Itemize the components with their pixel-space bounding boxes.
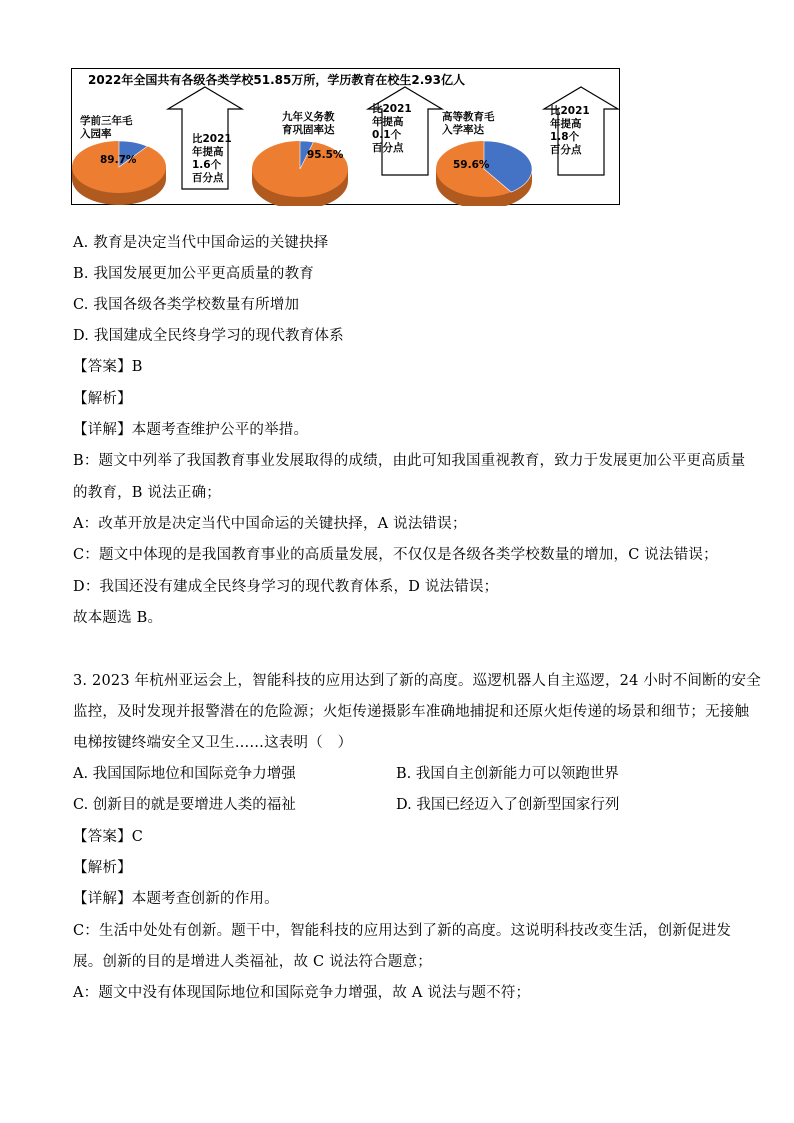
q3-option-a: A. 我国国际地位和国际竞争力增强 (73, 766, 296, 782)
q2-option-a: A. 教育是决定当代中国命运的关键抉择 (73, 235, 329, 251)
q2-option-c: C. 我国各级各类学校数量有所增加 (73, 297, 300, 313)
q3-analysis-heading: 【解析】 (73, 860, 132, 876)
q2-explanation-line: B：题文中列举了我国教育事业发展取得的成绩，由此可知我国重视教育，致力于发展更加公平更高质量 (73, 453, 746, 469)
q3-explanation-line: 展。创新的目的是增进人类福祉，故 C 说法符合题意； (73, 954, 433, 970)
arrow-2-text: 比2021 年提高 0.1个 百分点 (372, 103, 412, 154)
q2-conclusion: 故本题选 B。 (73, 610, 163, 626)
pie-3-label: 高等教育毛 入学率达 (442, 111, 495, 136)
q2-analysis-heading: 【解析】 (73, 391, 132, 407)
arrow-1-text: 比2021 年提高 1.6个 百分点 (192, 133, 232, 184)
q3-explanation-line: A：题文中没有体现国际地位和国际竞争力增强，故 A 说法与题不符； (73, 985, 531, 1001)
pie-2-percent: 95.5% (307, 149, 344, 161)
q3-answer: 【答案】C (73, 829, 144, 845)
q3-stem-line: 电梯按键终端安全又卫生……这表明（ ） (73, 735, 353, 751)
pie-3-percent: 59.6% (453, 159, 490, 171)
q2-option-b: B. 我国发展更加公平更高质量的教育 (73, 266, 314, 282)
q3-stem-line: 监控，及时发现并报警潜在的危险源；火炬传递摄影车准确地捕捉和还原火炬传递的场景和细节；无接触 (73, 704, 750, 720)
q2-explanation-line: C：题文中体现的是我国教育事业的高质量发展，不仅仅是各级各类学校数量的增加，C 说法错误； (73, 547, 718, 563)
q2-option-d: D. 我国建成全民终身学习的现代教育体系 (73, 328, 344, 344)
q3-explanation-line: C：生活中处处有创新。题干中，智能科技的应用达到了新的高度。这说明科技改变生活，创新促进发 (73, 923, 732, 939)
q2-answer: 【答案】B (73, 359, 143, 375)
figure-title: 2022年全国共有各级各类学校51.85万所，学历教育在校生2.93亿人 (88, 73, 465, 87)
q3-stem-line: 3. 2023 年杭州亚运会上，智能科技的应用达到了新的高度。巡逻机器人自主巡逻，24 小时不间断的安全 (73, 673, 761, 689)
arrow-3-text: 比2021 年提高 1.8个 百分点 (550, 105, 590, 156)
q2-explanation-line: A：改革开放是决定当代中国命运的关键抉择，A 说法错误； (73, 516, 467, 532)
pie-2-label: 九年义务教 育巩固率达 (282, 111, 335, 136)
q2-explanation-line: 的教育，B 说法正确； (73, 485, 221, 501)
education-statistics-figure (71, 68, 620, 205)
pie-charts (72, 69, 621, 206)
q2-detail: 【详解】本题考查维护公平的举措。 (73, 422, 309, 438)
q2-explanation-line: D：我国还没有建成全民终身学习的现代教育体系，D 说法错误； (73, 579, 499, 595)
q3-detail: 【详解】本题考查创新的作用。 (73, 891, 279, 907)
q3-option-d: D. 我国已经迈入了创新型国家行列 (396, 797, 620, 813)
q3-option-c: C. 创新目的就是要增进人类的福祉 (73, 797, 296, 813)
pie-1-label: 学前三年毛 入园率 (80, 115, 133, 140)
q3-option-b: B. 我国自主创新能力可以领跑世界 (396, 766, 619, 782)
pie-1-percent: 89.7% (100, 154, 137, 166)
